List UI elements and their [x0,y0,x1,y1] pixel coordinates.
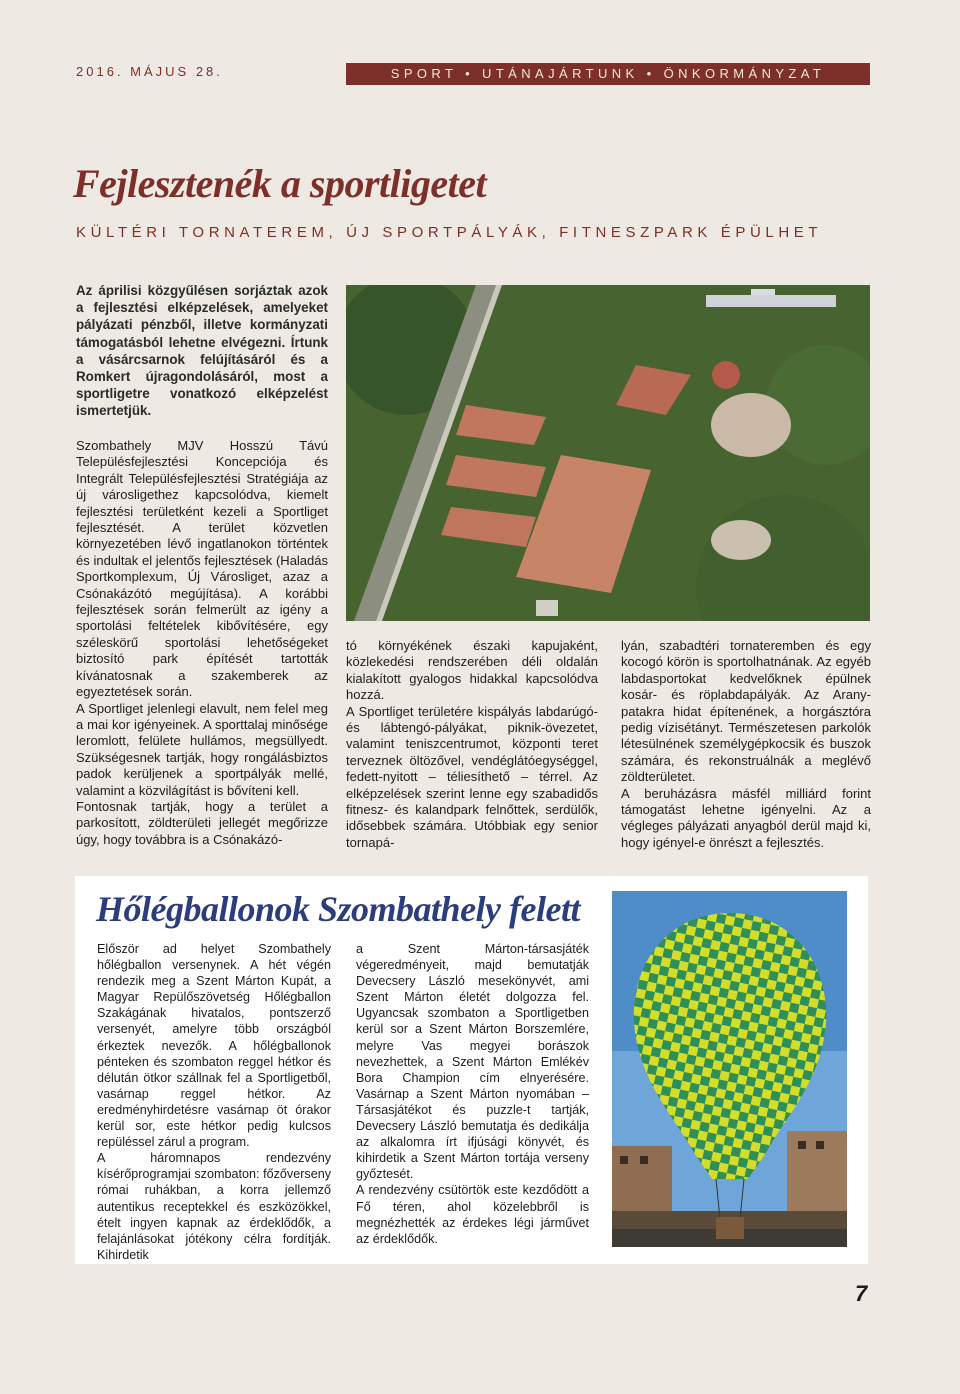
paragraph: A beruházásra másfél milliárd forint támogatást lehetne igényelni. Az a végleges pályázati anyagból derül majd ki, hogy igényel-e önrészt a fejlesztés. [621,785,871,850]
issue-date: 2016. MÁJUS 28. [76,64,223,79]
hot-air-balloon-photo [612,891,847,1247]
article-title: Fejlesztenék a sportligetet [73,161,487,206]
paragraph: A Sportliget jelenlegi elavult, nem felel meg a mai kor igényeinek. A sporttalaj minősége leromlott, felülete hullámos, megsüllyedt. Szükségesnek tartják, hogy rongálásbiztos padok kerüljenek a sportpályák mellé, valamint a közvilágítást is bővíteni kell. [76,700,328,798]
paragraph: tó környékének északi kapujaként, közlekedési rendszerében déli oldalán kialakított gyalogos hidakkal kapcsolódva hozzá. [346,638,598,703]
paragraph: A Sportliget területére kispályás labdarúgó- és lábtengó-pályákat, piknik-övezetet, valamint teniszcentrumot, központi teret terveznek öltözővel, vendéglátóegységgel, fedett-nyitott – téliesíthető – térrel. Az elképzelések szerint lenne egy szabadidős fitnesz- és kalandpark felnőttek, serdülők, idősebbek számára. Utóbbiak egy senior tornapá- [346,703,598,850]
article-column-1 [76,438,328,848]
paragraph: Szombathely MJV Hosszú Távú Településfejlesztési Koncepciója és Integrált Településfejlesztési Stratégiája az új városligethez kapcsolódva, kiemelt fejlesztési területként kezeli a Sportliget fejlesztését. A terület közvetlen környezetében lévő ingatlanokon történtek és indultak el jelentős fejlesztések (Haladás Sportkomplexum, Új Városliget, azaz a Csónakázótó megújítása). A korábbi fejlesztések során felmerült az igény a sportolási feltételek kibővítésére, egy széleskörű sportolási lehetőségeket biztosító park építését tartották kívánatosnak a szakemberek az egyeztetések során. [76,438,328,700]
section-bar: SPORT • UTÁNAJÁRTUNK • ÖNKORMÁNYZAT [346,63,870,85]
paragraph: Először ad helyet Szombathely hőlégballon versenynek. A hét végén rendezik meg a Szent Márton Kupát, a Magyar Repülőszövetség Hőlégballon Szakágának hivatalos, pontszerző versenyét, amelyre több országból érkeztek nevezők. A hőlégballonok pénteken és szombaton reggel hétkor és délután ötkor szállnak fel a Sportligetből, vasárnap reggel hétkor. Az eredményhirdetésre vasárnap öt órakor kerül sor, este hétkor pedig kulcsos repüléssel zárul a program. [97,942,331,1150]
paragraph: A rendezvény csütörtök este kezdődött a Fő téren, ahol közelebbről is megnézhették az érdekes légi járművet az érdeklődők. [356,1183,589,1246]
balloon-column-2 [356,941,589,1247]
balloon-article-title: Hőlégballonok Szombathely felett [96,889,580,929]
article-column-2 [346,638,598,851]
article-column-3 [621,638,871,851]
paragraph: a Szent Márton-társasjáték végeredményeit, majd bemutatják Devecsery László mesekönyvét, ami Szent Márton életét dolgozza fel. Ugyancsak szombaton a Sportligetben kerül sor a Szent Márton Borszemlére, melyre Vas megyei borászok nevezhettek, a Szent Márton Emlékév Bora Champion cím elnyerésére. Vasárnap a Szent Márton nyomában – Társasjátékot és puzzle-t tartják, Devecsery László bemutatja és dedikálja az alkalomra írt ifjúsági könyvét, és kihirdetik a Szent Márton tortája verseny győztesét. [356,942,589,1182]
balloon-column-1 [97,941,331,1263]
paragraph: A háromnapos rendezvény kísérőprogramjai szombaton: főzőverseny római ruhákban, a korra jellemző autentikus receptekkel és eszközökkel, ételt ingyen kapnak az érdeklődők, a felajánlásokat jótékony célra fordítják. Kihirdetik [97,1151,331,1262]
article-lead: Az áprilisi közgyűlésen sorjáztak azok a fejlesztési elképzelések, amelyeket pályázati pénzből, illetve kormányzati támogatásból lehetne elvégezni. Írtunk a vásárcsarnok felújításáról és a Romkert újragondolásáról, most a sportligetre vonatkozó elképzelést ismertetjük. [76,283,328,419]
article-subtitle: KÜLTÉRI TORNATEREM, ÚJ SPORTPÁLYÁK, FITNESZPARK ÉPÜLHET [76,224,823,241]
page-number: 7 [855,1281,868,1306]
paragraph: Fontosnak tartják, hogy a terület a parkosított, zöldterületi jellegét megőrizze úgy, hogy továbbra is a Csónakázó- [76,798,328,847]
paragraph: lyán, szabadtéri tornateremben és egy kocogó körön is sportolhatnának. Az egyéb labdasportokat kedvelőknek épülnek kosár- és röplabdapályák. Az Arany-patakra hidat építenének, a horgásztóra pedig vízisétányt. Természetesen parkolók létesülnének személygépkocsik és buszok számára, és rekonstruálnák a meglévő zöldterületet. [621,638,871,785]
aerial-sports-park-photo [346,285,870,621]
